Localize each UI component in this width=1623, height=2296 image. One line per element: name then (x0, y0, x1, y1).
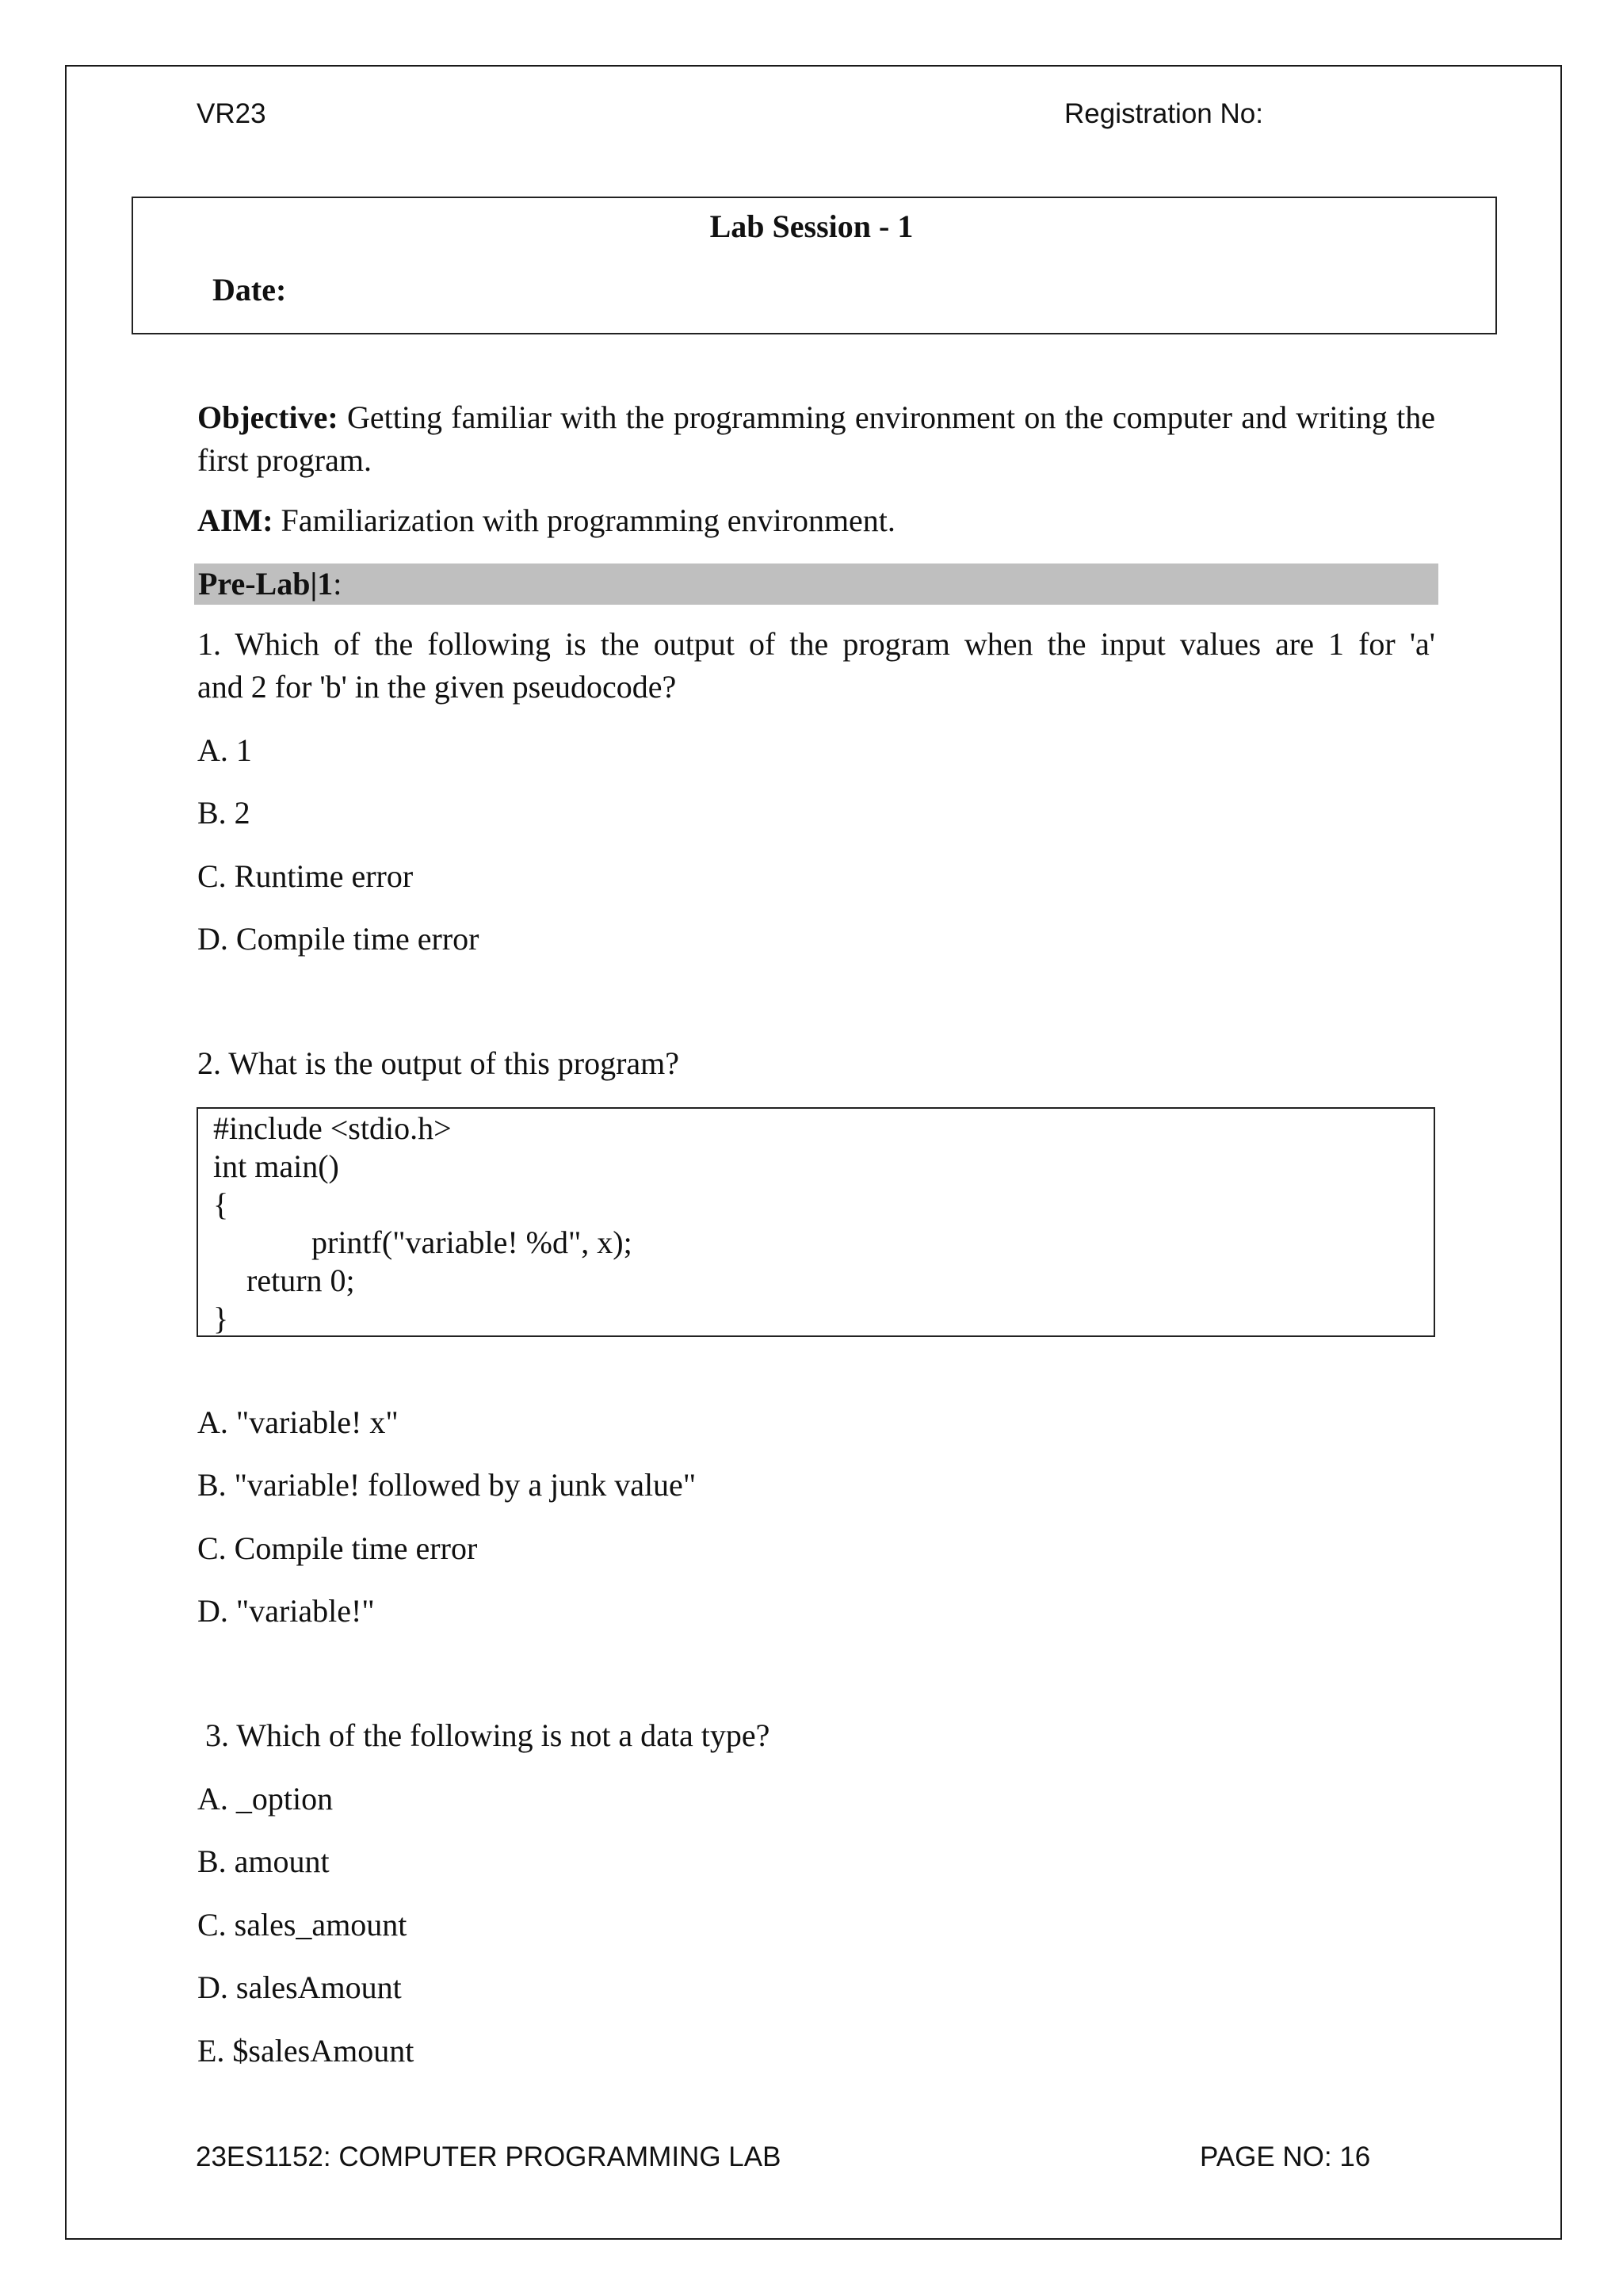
q2-option-a: A. "variable! x" (197, 1404, 399, 1440)
header-left: VR23 (197, 98, 266, 129)
q1-line1: 1. Which of the following is the output of the program when the input values are 1 for 'a' (197, 626, 1435, 662)
prelab-heading (198, 564, 342, 604)
code-line: #include <stdio.h> (213, 1110, 452, 1146)
q3-option-d: D. salesAmount (197, 1969, 402, 2005)
code-line: int main() (213, 1148, 339, 1184)
objective-block (197, 396, 1435, 482)
session-title: Lab Session - 1 (709, 208, 914, 244)
code-line: return 0; (246, 1263, 355, 1298)
q1-option-d: D. Compile time error (197, 921, 479, 957)
aim-text: Familiarization with programming environment. (273, 502, 896, 538)
q2-option-c: C. Compile time error (197, 1530, 478, 1566)
objective-label: Objective: (197, 399, 338, 435)
footer-page-number: PAGE NO: 16 (1200, 2141, 1371, 2172)
aim-label: AIM: (197, 502, 273, 538)
objective-text: Getting familiar with the programming environment on the computer and writing the first program. (197, 399, 1435, 478)
q2-text: 2. What is the output of this program? (197, 1045, 680, 1081)
code-line: } (213, 1301, 229, 1336)
q3-option-e: E. $salesAmount (197, 2033, 414, 2069)
prelab-number: |1 (310, 566, 334, 602)
objective-paragraph (197, 396, 1435, 482)
q1-option-a: A. 1 (197, 732, 252, 768)
q3-option-c: C. sales_amount (197, 1907, 407, 1943)
prelab-bar (194, 563, 1438, 605)
aim-paragraph (197, 501, 896, 541)
q3-option-b: B. amount (197, 1843, 330, 1879)
q1-line2: and 2 for 'b' in the given pseudocode? (197, 669, 677, 705)
q2-option-d: D. "variable!" (197, 1593, 375, 1629)
header-registration: Registration No: (1064, 98, 1263, 129)
code-line: { (213, 1186, 229, 1222)
date-label: Date: (212, 272, 287, 308)
q3-text: 3. Which of the following is not a data type? (197, 1717, 770, 1753)
q3-option-a: A. _option (197, 1781, 334, 1817)
prelab-label: Pre-Lab (198, 566, 311, 602)
code-line: printf("variable! %d", x); (311, 1224, 632, 1260)
q2-option-b: B. "variable! followed by a junk value" (197, 1467, 697, 1503)
prelab-colon: : (333, 566, 342, 602)
q1-option-b: B. 2 (197, 795, 250, 831)
footer-course: 23ES1152: COMPUTER PROGRAMMING LAB (196, 2141, 781, 2172)
q1-option-c: C. Runtime error (197, 858, 414, 894)
